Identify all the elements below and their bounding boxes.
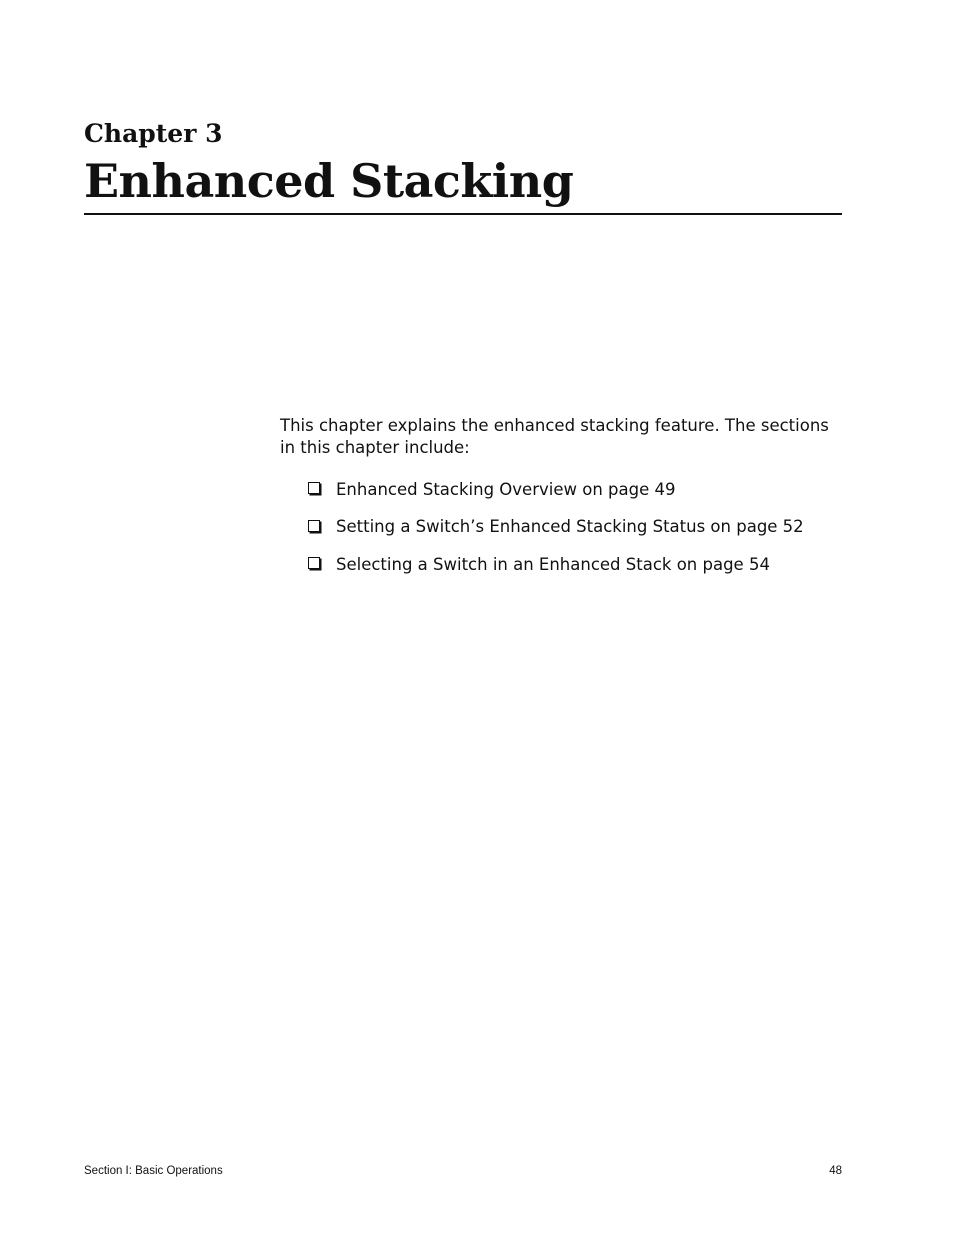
- checkbox-icon: [308, 482, 320, 494]
- footer-section-title: Section I: Basic Operations: [84, 1165, 223, 1177]
- list-item[interactable]: [308, 516, 804, 538]
- chapter-title: Enhanced Stacking: [84, 154, 574, 208]
- list-item[interactable]: [308, 478, 804, 500]
- checkbox-icon: [308, 557, 320, 569]
- list-item-label[interactable]: Setting a Switch’s Enhanced Stacking Status on page 52: [336, 517, 804, 536]
- list-item-label[interactable]: Enhanced Stacking Overview on page 49: [336, 479, 676, 499]
- section-list: [308, 478, 804, 591]
- list-item-label[interactable]: Selecting a Switch in an Enhanced Stack on page 54: [336, 554, 770, 574]
- list-item[interactable]: [308, 553, 804, 575]
- checkbox-icon: [308, 520, 320, 532]
- chapter-label: Chapter 3: [84, 119, 223, 148]
- title-divider: [84, 213, 842, 215]
- footer-page-number: 48: [829, 1165, 842, 1177]
- intro-paragraph: This chapter explains the enhanced stacking feature. The sections in this chapter include:: [280, 416, 829, 457]
